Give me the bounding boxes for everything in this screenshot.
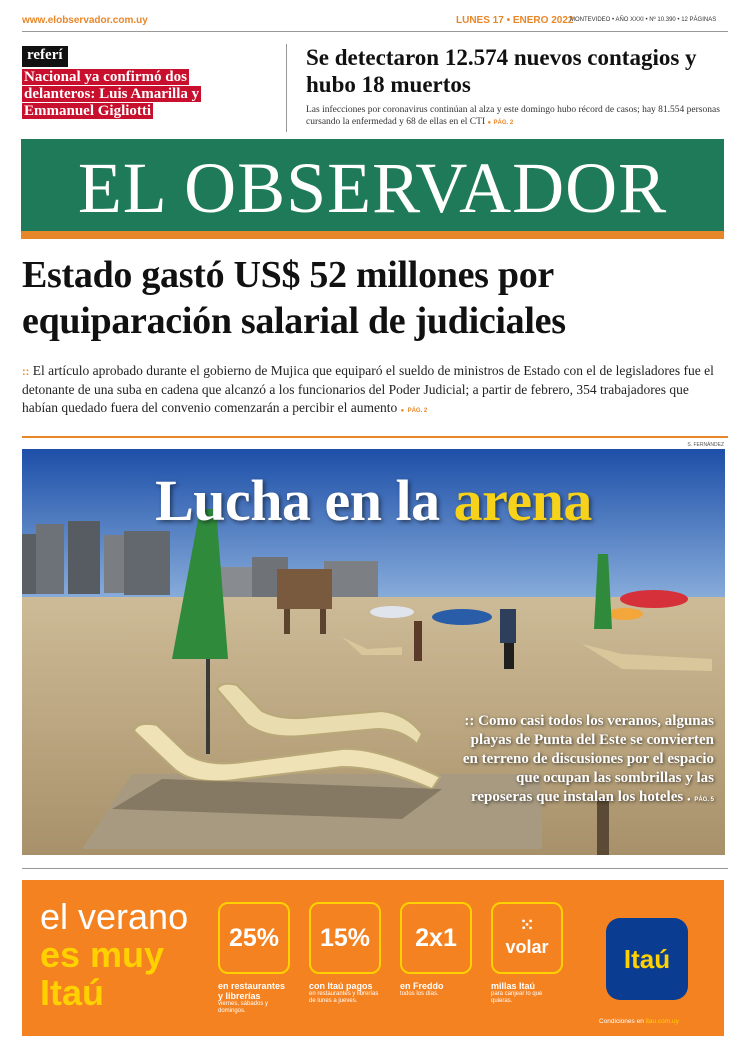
top-story-headline[interactable]: Se detectaron 12.574 nuevos contagios y hubo 18 muertos <box>306 45 697 97</box>
promo-value: 2x1 <box>400 902 472 974</box>
newspaper-logo: EL OBSERVADOR <box>77 148 668 228</box>
issue-date: LUNES 17 • ENERO 2022 <box>456 15 574 26</box>
ad-divider <box>22 868 728 869</box>
bullet-icon: :: <box>22 366 30 378</box>
promo-value: 15% <box>309 902 381 974</box>
photo-page-ref: PÁG. 5 <box>694 797 714 803</box>
ad-slogan: el verano es muy Itaú <box>40 896 189 1013</box>
issue-meta: MONTEVIDEO • AÑO XXXI • Nº 10.390 • 12 PÁGINAS <box>570 17 717 23</box>
promo-millas[interactable] <box>491 902 565 1005</box>
referi-tag: referí <box>22 46 68 67</box>
promo-sub: todos los días. <box>400 991 439 997</box>
promo-value: ⁙ volar <box>491 902 563 974</box>
promo-itau-pagos[interactable] <box>309 902 383 1005</box>
promo-restaurants[interactable] <box>218 902 292 1015</box>
sports-teaser-headline[interactable]: Nacional ya confirmó dos delanteros: Luis Amarilla y Emmanuel Gigliotti <box>24 69 200 119</box>
sports-teaser[interactable] <box>22 46 262 120</box>
promo-sub: en restaurantes y librerías de lunes a jueves. <box>309 991 379 1004</box>
plane-dots-icon: ⁙ <box>519 915 535 935</box>
site-url[interactable]: www.elobservador.com.uy <box>22 15 148 26</box>
itau-logo: Itaú <box>606 918 688 1000</box>
top-story-page-ref: PÁG. 2 <box>493 120 514 126</box>
feature-photo[interactable] <box>22 449 725 855</box>
top-info-bar <box>22 12 728 32</box>
section-divider <box>22 436 728 438</box>
photo-headline[interactable]: Lucha en la arena <box>155 468 592 533</box>
promo-value: 25% <box>218 902 290 974</box>
promo-sub: para canjear lo que quieras. <box>491 991 543 1004</box>
ad-conditions[interactable]: Condiciones en itau.com.uy <box>599 1018 679 1025</box>
lead-page-ref: PÁG. 2 <box>407 408 428 414</box>
top-story-summary: Las infecciones por coronavirus continúan al alza y este domingo hubo récord de casos; hay 81.554 personas cursando la enfermedad y 68 de ellas en el CTI ● PÁG. 2 <box>306 105 720 127</box>
lead-story[interactable] <box>22 252 728 420</box>
photo-credit: S. FERNÁNDEZ <box>687 442 724 448</box>
lead-body: :: El artículo aprobado durante el gobierno de Mujica que equiparó el sueldo de ministros de Estado con el de legisladores fue el detonante de una suba en cadena que alcanzó a los funcionarios del Poder Judicial; a partir de febrero, 354 trabajadores que habían quedado fuera del convenio comenzarán a percibir el aumento ● PÁG. 2 <box>22 363 714 415</box>
promo-label: millas Itaú <box>491 981 536 991</box>
promo-label: en Freddo <box>400 981 444 991</box>
column-divider <box>286 44 287 132</box>
masthead <box>21 139 724 239</box>
promo-freddo[interactable] <box>400 902 474 998</box>
promo-sub: viernes, sábados y domingos. <box>218 1001 269 1014</box>
lead-headline[interactable]: Estado gastó US$ 52 millones por equiparación salarial de judiciales <box>22 254 566 342</box>
top-story[interactable] <box>306 44 728 129</box>
promo-label: con Itaú pagos <box>309 981 373 991</box>
itau-advertisement[interactable] <box>22 880 724 1036</box>
photo-caption: :: Como casi todos los veranos, algunas playas de Punta del Este se convierten en terreno de discusiones por el espacio que ocupan las sombrillas y las reposeras que instalan los hoteles ● PÁG. 5 <box>462 713 714 805</box>
promo-label: en restaurantes y librerías <box>218 981 286 1001</box>
